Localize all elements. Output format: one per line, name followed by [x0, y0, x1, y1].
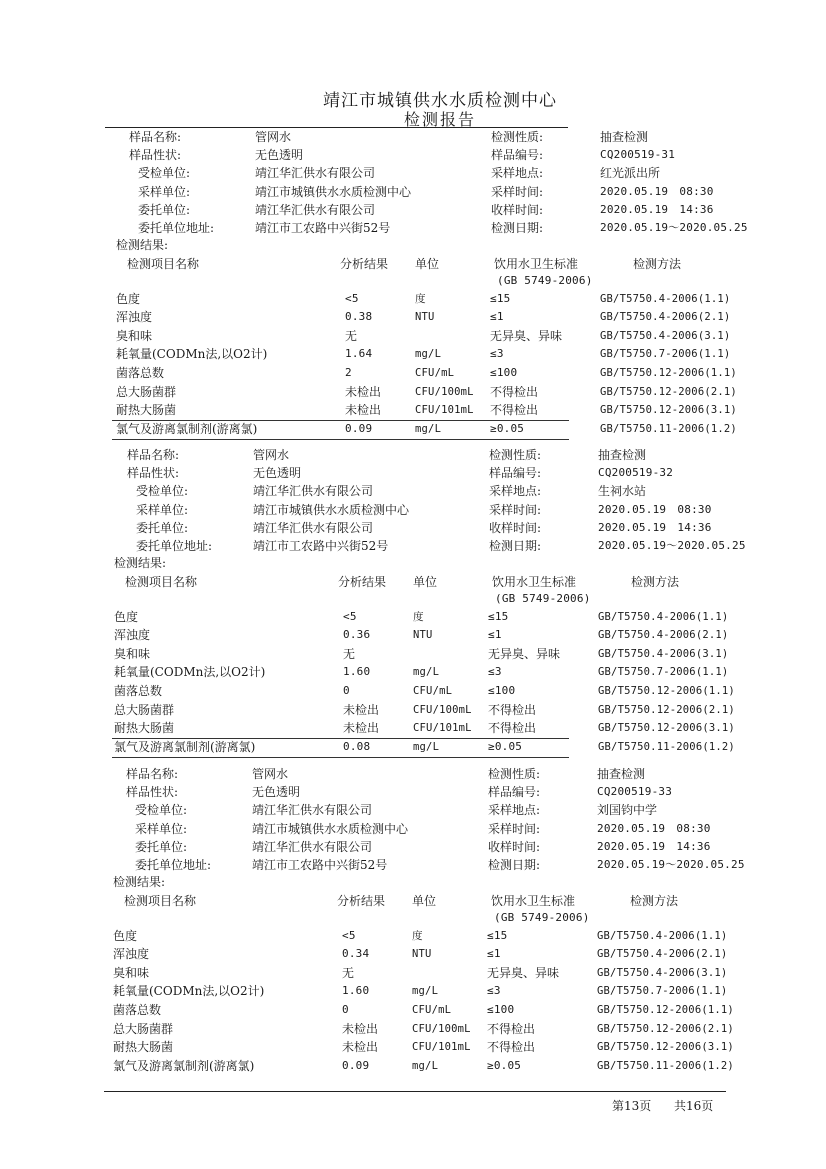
result-standard: ≤3: [488, 665, 502, 679]
result-unit: mg/L: [415, 422, 442, 435]
result-method: GB/T5750.4-2006(2.1): [597, 948, 728, 961]
result-standard: ≥0.05: [488, 739, 523, 753]
info-value-client-unit: 靖江华汇供水有限公司: [252, 839, 373, 854]
info-value-sample-state: 无色透明: [253, 466, 302, 481]
info-label-test-nature: 检测性质:: [491, 130, 544, 144]
result-standard: ≥0.05: [490, 421, 525, 435]
row-separator: [112, 420, 569, 421]
info-label-sampling-unit: 采样单位:: [135, 821, 188, 836]
result-item-name: 菌落总数: [114, 683, 163, 698]
result-item-name: 耐热大肠菌: [113, 1040, 174, 1055]
result-item-name: 臭和味: [113, 965, 150, 980]
page-total: 共16页: [674, 1099, 714, 1113]
col-header-result: 分析结果: [338, 575, 387, 589]
info-label-sample-no: 样品编号:: [488, 785, 541, 800]
result-value: 未检出: [342, 1021, 379, 1036]
info-label-client-unit: 委托单位:: [135, 839, 188, 854]
result-method: GB/T5750.7-2006(1.1): [597, 985, 728, 998]
result-unit: CFU/101mL: [413, 722, 472, 735]
info-label-test-date: 检测日期:: [491, 221, 544, 235]
result-unit: CFU/101mL: [415, 404, 474, 417]
info-label-receipt-time: 收样时间:: [488, 839, 541, 854]
info-value-sampling-unit: 靖江市城镇供水水质检测中心: [252, 821, 409, 836]
result-value: 无: [345, 328, 358, 343]
result-standard: ≤1: [487, 947, 501, 961]
col-header-standard: 饮用水卫生标准: [494, 257, 579, 271]
info-label-inspected-unit: 受检单位:: [136, 484, 189, 499]
info-label-sampling-time: 采样时间:: [489, 502, 542, 517]
info-value-test-nature: 抽查检测: [598, 448, 647, 462]
result-standard: 无异臭、异味: [487, 965, 560, 980]
result-value: 0.08: [343, 739, 371, 753]
col-header-item: 检测项目名称: [124, 894, 197, 908]
result-item-name: 浑浊度: [113, 947, 150, 962]
info-label-receipt-time: 收样时间:: [491, 202, 544, 217]
info-value-test-date: 2020.05.19～2020.05.25: [600, 221, 748, 234]
info-label-sample-state: 样品性状:: [127, 466, 180, 481]
info-label-client-unit: 委托单位:: [138, 202, 191, 217]
col-header-item: 检测项目名称: [127, 257, 200, 271]
result-value: 无: [343, 646, 356, 661]
info-label-sample-no: 样品编号:: [489, 466, 542, 481]
result-value: 0: [342, 1002, 349, 1016]
result-unit: CFU/100mL: [413, 703, 472, 716]
info-value-sample-state: 无色透明: [252, 785, 301, 800]
result-item-name: 菌落总数: [113, 1002, 162, 1017]
result-method: GB/T5750.12-2006(2.1): [598, 703, 735, 716]
result-unit: NTU: [413, 629, 433, 642]
info-label-sample-name: 样品名称:: [127, 448, 180, 462]
result-item-name: 菌落总数: [116, 365, 165, 380]
result-method: GB/T5750.4-2006(3.1): [598, 647, 729, 660]
result-method: GB/T5750.11-2006(1.2): [597, 1059, 734, 1072]
info-value-receipt-time: 2020.05.19 14:36: [598, 520, 712, 534]
result-standard: 不得检出: [488, 702, 537, 717]
result-unit: CFU/mL: [413, 684, 453, 697]
result-method: GB/T5750.4-2006(1.1): [600, 292, 731, 305]
info-label-sampling-site: 采样地点:: [489, 484, 542, 499]
result-item-name: 耗氧量(CODMn法,以O2计): [113, 984, 265, 999]
result-value: 0: [343, 683, 350, 697]
result-item-name: 耐热大肠菌: [116, 403, 177, 418]
info-label-inspected-unit: 受检单位:: [135, 803, 188, 818]
result-standard: ≤3: [487, 984, 501, 998]
result-value: 0.09: [345, 421, 373, 435]
result-item-name: 臭和味: [116, 328, 153, 343]
info-label-sampling-time: 采样时间:: [488, 821, 541, 836]
col-header-item: 检测项目名称: [125, 575, 198, 589]
info-label-sample-name: 样品名称:: [129, 130, 182, 144]
result-unit: CFU/100mL: [412, 1022, 471, 1035]
result-standard: ≤100: [490, 365, 518, 379]
result-standard: 不得检出: [490, 403, 539, 418]
result-standard: 不得检出: [488, 721, 537, 736]
result-unit: CFU/mL: [412, 1003, 452, 1016]
result-standard: ≤15: [487, 928, 508, 942]
info-label-client-unit: 委托单位:: [136, 520, 189, 535]
section-separator: [112, 757, 569, 758]
result-method: GB/T5750.12-2006(3.1): [600, 404, 737, 417]
info-value-sampling-time: 2020.05.19 08:30: [597, 821, 711, 835]
info-value-client-address: 靖江市工农路中兴街52号: [253, 539, 389, 553]
info-label-inspected-unit: 受检单位:: [138, 166, 191, 181]
info-label-test-nature: 检测性质:: [489, 448, 542, 462]
result-item-name: 总大肠菌群: [116, 384, 177, 399]
info-value-client-address: 靖江市工农路中兴街52号: [252, 858, 388, 872]
result-value: 无: [342, 965, 355, 980]
info-value-sampling-unit: 靖江市城镇供水水质检测中心: [255, 184, 412, 199]
info-value-sample-name: 管网水: [255, 130, 292, 144]
result-value: <5: [343, 609, 357, 623]
results-heading: 检测结果:: [113, 875, 166, 889]
results-heading: 检测结果:: [114, 556, 167, 570]
result-standard: ≤1: [488, 628, 502, 642]
info-value-test-date: 2020.05.19～2020.05.25: [598, 539, 746, 552]
result-value: 未检出: [343, 721, 380, 736]
info-label-sample-no: 样品编号:: [491, 148, 544, 163]
result-value: 1.60: [343, 665, 371, 679]
result-item-name: 浑浊度: [114, 628, 151, 643]
header-rule: [105, 127, 568, 128]
result-item-name: 浑浊度: [116, 310, 153, 325]
info-value-sample-name: 管网水: [252, 767, 289, 781]
info-label-sampling-unit: 采样单位:: [136, 502, 189, 517]
result-standard: ≤100: [487, 1002, 515, 1016]
result-item-name: 氯气及游离氯制剂(游离氯): [116, 421, 258, 436]
info-label-test-date: 检测日期:: [489, 539, 542, 553]
col-header-result: 分析结果: [340, 257, 389, 271]
result-value: 1.64: [345, 347, 373, 361]
info-value-client-address: 靖江市工农路中兴街52号: [255, 221, 391, 235]
result-value: 未检出: [343, 702, 380, 717]
result-method: GB/T5750.11-2006(1.2): [600, 422, 737, 435]
info-value-inspected-unit: 靖江华汇供水有限公司: [253, 484, 374, 499]
result-item-name: 氯气及游离氯制剂(游离氯): [113, 1058, 255, 1073]
result-value: 0.38: [345, 310, 373, 324]
col-header-result: 分析结果: [337, 894, 386, 908]
result-unit: mg/L: [412, 985, 439, 998]
result-method: GB/T5750.12-2006(1.1): [597, 1003, 734, 1016]
result-method: GB/T5750.4-2006(1.1): [597, 929, 728, 942]
info-value-sampling-site: 红光派出所: [600, 166, 661, 181]
result-value: <5: [345, 291, 359, 305]
result-method: GB/T5750.12-2006(1.1): [600, 366, 737, 379]
results-heading: 检测结果:: [116, 238, 169, 252]
info-value-sample-no: CQ200519-32: [598, 466, 674, 480]
info-value-sampling-time: 2020.05.19 08:30: [600, 184, 714, 198]
footer-rule: [104, 1091, 726, 1092]
info-value-sampling-site: 刘国钧中学: [597, 803, 658, 818]
col-header-standard-sub: (GB 5749-2006): [497, 274, 593, 287]
info-value-sample-name: 管网水: [253, 448, 290, 462]
info-label-sampling-unit: 采样单位:: [138, 184, 191, 199]
result-method: GB/T5750.12-2006(3.1): [597, 1041, 734, 1054]
result-unit: CFU/101mL: [412, 1041, 471, 1054]
col-header-standard: 饮用水卫生标准: [491, 894, 576, 908]
section-separator: [112, 439, 569, 440]
result-method: GB/T5750.4-2006(1.1): [598, 610, 729, 623]
info-label-sample-state: 样品性状:: [126, 785, 179, 800]
result-unit: 度: [413, 610, 424, 623]
info-value-test-nature: 抽查检测: [597, 767, 646, 781]
result-standard: ≤1: [490, 310, 504, 324]
result-item-name: 耐热大肠菌: [114, 721, 175, 736]
col-header-method: 检测方法: [631, 575, 680, 589]
result-item-name: 总大肠菌群: [113, 1021, 174, 1036]
info-label-test-nature: 检测性质:: [488, 767, 541, 781]
result-value: <5: [342, 928, 356, 942]
result-method: GB/T5750.4-2006(3.1): [600, 329, 731, 342]
result-method: GB/T5750.4-2006(2.1): [600, 311, 731, 324]
result-method: GB/T5750.12-2006(2.1): [597, 1022, 734, 1035]
result-standard: ≤15: [488, 609, 509, 623]
col-header-unit: 单位: [415, 257, 440, 271]
info-value-receipt-time: 2020.05.19 14:36: [600, 202, 714, 216]
info-label-client-address: 委托单位地址:: [136, 539, 213, 553]
info-value-inspected-unit: 靖江华汇供水有限公司: [255, 166, 376, 181]
col-header-standard: 饮用水卫生标准: [492, 575, 577, 589]
info-value-sampling-unit: 靖江市城镇供水水质检测中心: [253, 502, 410, 517]
info-value-receipt-time: 2020.05.19 14:36: [597, 839, 711, 853]
info-label-client-address: 委托单位地址:: [138, 221, 215, 235]
result-unit: mg/L: [413, 666, 440, 679]
result-method: GB/T5750.4-2006(3.1): [597, 966, 728, 979]
info-label-sampling-site: 采样地点:: [491, 166, 544, 181]
result-unit: 度: [412, 929, 423, 942]
result-item-name: 氯气及游离氯制剂(游离氯): [114, 739, 256, 754]
info-value-test-nature: 抽查检测: [600, 130, 649, 144]
col-header-standard-sub: (GB 5749-2006): [494, 911, 590, 924]
result-unit: mg/L: [413, 740, 440, 753]
result-value: 0.09: [342, 1058, 370, 1072]
org-title: 靖江市城镇供水水质检测中心: [323, 91, 557, 111]
info-value-client-unit: 靖江华汇供水有限公司: [255, 202, 376, 217]
result-method: GB/T5750.12-2006(1.1): [598, 684, 735, 697]
result-standard: 无异臭、异味: [490, 328, 563, 343]
result-standard: ≥0.05: [487, 1058, 522, 1072]
result-item-name: 耗氧量(CODMn法,以O2计): [114, 665, 266, 680]
result-value: 未检出: [345, 384, 382, 399]
col-header-method: 检测方法: [630, 894, 679, 908]
result-item-name: 色度: [113, 928, 138, 943]
result-standard: 不得检出: [487, 1040, 536, 1055]
col-header-method: 检测方法: [633, 257, 682, 271]
result-item-name: 色度: [116, 291, 141, 306]
info-label-sample-name: 样品名称:: [126, 767, 179, 781]
result-unit: 度: [415, 292, 426, 305]
result-unit: NTU: [412, 948, 432, 961]
result-value: 未检出: [345, 403, 382, 418]
result-value: 未检出: [342, 1040, 379, 1055]
result-unit: CFU/100mL: [415, 385, 474, 398]
report-title: 检测报告: [403, 110, 476, 129]
info-value-inspected-unit: 靖江华汇供水有限公司: [252, 803, 373, 818]
page-number: 第13页: [612, 1099, 652, 1113]
result-unit: NTU: [415, 311, 435, 324]
result-standard: 不得检出: [490, 384, 539, 399]
info-value-sampling-site: 生祠水站: [598, 484, 647, 499]
result-value: 0.36: [343, 628, 371, 642]
result-method: GB/T5750.7-2006(1.1): [600, 348, 731, 361]
result-method: GB/T5750.11-2006(1.2): [598, 740, 735, 753]
result-standard: 无异臭、异味: [488, 646, 561, 661]
info-label-sampling-site: 采样地点:: [488, 803, 541, 818]
info-value-sample-state: 无色透明: [255, 148, 304, 163]
result-item-name: 臭和味: [114, 646, 151, 661]
info-value-sample-no: CQ200519-31: [600, 148, 676, 162]
result-standard: ≤15: [490, 291, 511, 305]
result-method: GB/T5750.12-2006(3.1): [598, 722, 735, 735]
info-value-sample-no: CQ200519-33: [597, 785, 673, 799]
result-item-name: 色度: [114, 609, 139, 624]
info-label-test-date: 检测日期:: [488, 858, 541, 872]
result-item-name: 耗氧量(CODMn法,以O2计): [116, 347, 268, 362]
result-unit: CFU/mL: [415, 366, 455, 379]
result-method: GB/T5750.12-2006(2.1): [600, 385, 737, 398]
info-label-sample-state: 样品性状:: [129, 148, 182, 163]
info-label-client-address: 委托单位地址:: [135, 858, 212, 872]
result-unit: mg/L: [412, 1059, 439, 1072]
result-standard: ≤3: [490, 347, 504, 361]
info-label-sampling-time: 采样时间:: [491, 184, 544, 199]
result-item-name: 总大肠菌群: [114, 702, 175, 717]
result-standard: ≤100: [488, 683, 516, 697]
col-header-unit: 单位: [413, 575, 438, 589]
info-label-receipt-time: 收样时间:: [489, 520, 542, 535]
result-standard: 不得检出: [487, 1021, 536, 1036]
info-value-test-date: 2020.05.19～2020.05.25: [597, 858, 745, 871]
result-method: GB/T5750.7-2006(1.1): [598, 666, 729, 679]
row-separator: [112, 738, 569, 739]
info-value-sampling-time: 2020.05.19 08:30: [598, 502, 712, 516]
col-header-standard-sub: (GB 5749-2006): [495, 592, 591, 605]
info-value-client-unit: 靖江华汇供水有限公司: [253, 520, 374, 535]
result-value: 1.60: [342, 984, 370, 998]
result-value: 2: [345, 365, 352, 379]
result-value: 0.34: [342, 947, 370, 961]
result-unit: mg/L: [415, 348, 442, 361]
col-header-unit: 单位: [412, 894, 437, 908]
result-method: GB/T5750.4-2006(2.1): [598, 629, 729, 642]
